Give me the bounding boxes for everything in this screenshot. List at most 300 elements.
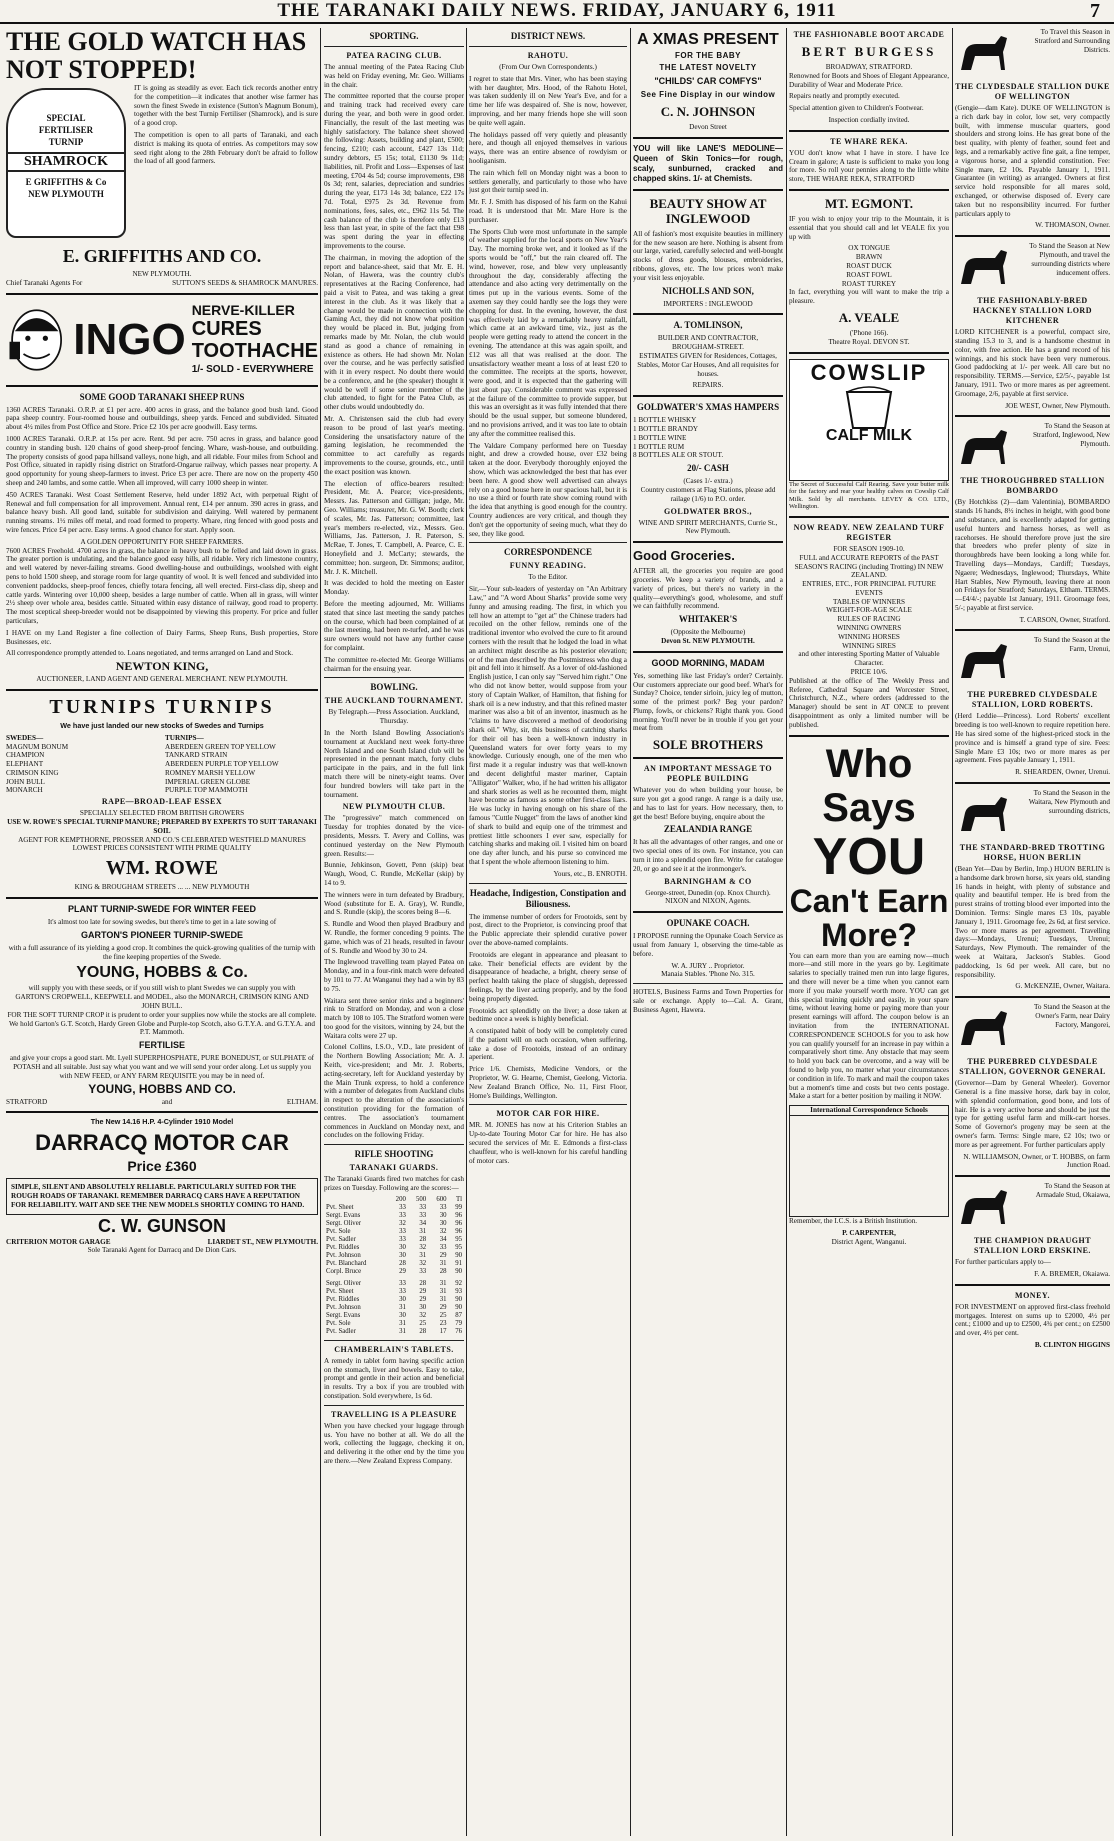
ingo-word: INGO <box>73 314 186 364</box>
darracq-model: The New 14.16 H.P. 4-Cylinder 1910 Model <box>90 1117 234 1127</box>
newton-king: NEWTON KING, <box>115 659 209 674</box>
divider <box>6 897 318 899</box>
cowslip-word: COWSLIP <box>810 359 928 385</box>
score-value: 28 <box>399 1259 406 1267</box>
column-5 <box>789 28 949 1836</box>
egmont-item: OX TONGUE <box>848 244 890 253</box>
who-says-heading: Who Says <box>822 741 916 830</box>
score-value: 33 <box>439 1203 447 1211</box>
swedes-heading: SWEDES— <box>6 733 44 742</box>
score-name: Sergt. Evans <box>326 1211 361 1219</box>
griffiths-left: Chief Taranaki Agents For <box>6 278 83 287</box>
score-name: Sergt. Evans <box>326 1311 361 1319</box>
divider <box>955 629 1110 631</box>
young-hobbs-text: We hold Garton's G.T. Scotch, Hardy Green Globe and Purple-top Scotch, also G.T.Y.A. and G.T.Y.A. and P.T. Mammoth. <box>8 1019 316 1037</box>
hamper-item: 1 BOTTLE RUM <box>633 442 685 451</box>
horse-illustration <box>955 244 1015 292</box>
ics-british: Remember, the I.C.S. is a British Institution. <box>789 1217 918 1226</box>
sheep-runs-heading: SOME GOOD TARANAKI SHEEP RUNS <box>79 391 245 402</box>
score-value: 30 <box>399 1311 406 1319</box>
hamper-price: 20/- CASH <box>687 463 729 474</box>
score-value: 31 <box>419 1251 427 1259</box>
turnips-sub: We have just landed our new stocks of Swedes and Turnips <box>60 720 264 730</box>
goldwater-name: GOLDWATER BROS., <box>663 506 753 516</box>
beauty-text: All of fashion's most exquisite beauties in millinery for the new season are here. Nothing is absent from our large, varied, carefully selected and well-bought stocks of dress goods, blouses, embroideries, ribbons, gloves, etc. The low prices won't make your visit less enjoyable. <box>633 229 783 282</box>
young-hobbs-name: YOUNG, HOBBS & Co. <box>76 964 248 982</box>
score-value: 28 <box>419 1327 427 1335</box>
patea-para: Mr. A. Christensen said the club had every reason to be proud of last year's meeting. Considering the unsatisfactory nature of the gaming legislation, he recommended the committee to act carefully as regards improvements to the course, grounds, etc., until the exact position was known. <box>324 415 464 476</box>
horse-illustration <box>955 791 1015 839</box>
divider <box>955 1175 1110 1177</box>
headache-para: Frootoids act splendidly on the liver; a dose taken at bedtime once a week is highly beneficial. <box>469 1006 627 1024</box>
headache-para: Price 1/6. Chemists, Medicine Vendors, or the Proprietor, W. G. Hearne, Chemist, Geelong, Victoria. New Zealand Branch Office, No. 11, First Floor, Home's Buildings, Wellington. <box>469 1065 627 1100</box>
tomlinson-text: ESTIMATES GIVEN for Residences, Cottages, Stables, Motor Car Houses, And all requisites for houses. <box>637 351 779 378</box>
barningham-agents: NIXON and NIXON, Agents. <box>665 897 751 906</box>
gunson-agent: Sole Taranaki Agent for Darracq and De Dion Cars. <box>87 1246 237 1255</box>
stallion-heading: THE FASHIONABLY-BRED HACKNEY STALLION LORD KITCHENER <box>973 296 1092 326</box>
gunson-address: LIARDET ST., NEW PLYMOUTH. <box>207 1237 318 1246</box>
score-value: 76 <box>455 1327 462 1335</box>
divider <box>789 516 949 518</box>
veale-phone: ('Phone 166). <box>849 328 889 337</box>
rowe-line: USE W. ROWE'S SPECIAL TURNIP MANURE; PREPARED BY EXPERTS TO SUIT TARANAKI SOIL <box>7 818 317 835</box>
sheep-run-item: 7600 ACRES Freehold. 4700 acres in grass, the balance in heavy bush to be felled and laid down in grass. The greater portion is undulating, and the balance good easy hills, all ridable. Very rich limestone country, and well watered by never-failing streams. Good dwelling-house and outbuildings, woolshed with eight pens to hold 1500 sheep, and storage room for large quantity of wool. It is well fenced and subdivided into convenient paddocks, sheep-proof fences, chiefly totara fencing, all well erected. First-class dip, sheep and cattle yards. Wintering over 10,000 sheep, besides a large number of cattle. When all in grass, will winter 2½ sheep over whole area, besides cattle. Situated within easy distance of railway, good road to property. The most sceptical sheep-breeder would not be disappointed by viewing this property. For price and fuller particulars, <box>6 546 318 625</box>
bert-text: Renowned for Boots and Shoes of Elegant Appearance, Durability of Wear and Moderate Price. <box>789 71 949 89</box>
turnip-item: ABERDEEN PURPLE TOP YELLOW <box>165 760 279 769</box>
column-6 <box>955 28 1110 1836</box>
egmont-item: ROAST FOWL <box>846 270 892 279</box>
score-value: 28 <box>419 1235 427 1243</box>
score-value: 96 <box>455 1219 462 1227</box>
rowe-line: SPECIALLY SELECTED FROM BRITISH GROWERS <box>79 809 245 818</box>
chamberlain-text: A remedy in tablet form having specific action on the stomach, liver and bowels. Easy to take, prompt and gentle in their action and beneficial in results. Try a box if you are troubled with constipation. Sold everywhere, 1s 6d. <box>324 1356 464 1401</box>
ics-coupon[interactable] <box>789 1105 949 1217</box>
patea-para: The chairman, in moving the adoption of the report and balance-sheet, said that Mr. E. H. Nolan, of Hawera, was the country club's representatives at the Racing Conference, had paid a visit to Patea, and was taking a great interest in the club. As it was likely that a change would be made in connection with the Gaming Act, they did not know what position they would be placed in. But, judging from remarks made by Mr. Nolan, the club would stand as good a chance of remaining in existence as others. He had shown Mr. Nolan over the course, and he was perfectly satisfied with it in every respect. No doubt there would be a conference, and he (the speaker) thought it would be well if some senior member of the club attended, to fight for the Patea Club, as other clubs would undoubtedly do. <box>324 253 464 412</box>
xmas-line: THE LATEST NOVELTY <box>659 63 757 72</box>
darracq-name: DARRACQ MOTOR CAR <box>35 1130 289 1156</box>
stallion-text: (By Hotchkiss (2)—dam Valentinia), BOMBARDO stands 16 hands, 8½ inches in height, with good bone and substance, and is excellently adapted for getting useful hunters and harness horses, as well as racehorses. He should therefore prove just the sire that breeders who prefer plenty of size in thoroughbreds have been looking a long while for. Travelling days—Mondays, Cardiff; Tuesdays, Ngaere; Wednesdays, Inglewood; Thursdays, White Hart Stables, New Plymouth, leaving there at noon on Fridays for Stratford; Saturdays, Eltham. TERMS.—£4/4/-; payable 1st January, 1911. Groomage fees, 5/-; payable at first service. <box>955 498 1110 612</box>
score-value: 23 <box>439 1319 447 1327</box>
stallion-intro: To Stand the Season at Stratford, Inglewood, New Plymouth. <box>1032 422 1110 448</box>
turf-item: RULES OF RACING <box>837 615 901 624</box>
milk-pail-icon <box>839 386 899 430</box>
sheep-run-item: All correspondence promptly attended to. Loans negotiated, and terms arranged on Land and Stock. <box>6 649 294 658</box>
funny-heading: FUNNY READING. <box>509 561 587 571</box>
cn-johnson-address: Devon Street <box>689 123 727 131</box>
turnips-heading: TURNIPS TURNIPS <box>49 695 275 718</box>
score-name: Pvt. Sheet <box>326 1203 354 1211</box>
headache-para: A constipated habit of body will be completely cured if the patient will on each occasion, when suffering, take a dose of Frootoids, instead of an ordinary aperient. <box>469 1027 627 1062</box>
rowe-line: LOWEST PRICES CONSISTENT WITH PRIME QUALITY <box>72 844 252 853</box>
gold-watch-text: The competition is open to all parts of Taranaki, and each district is making its quota of entries. As competitors may sow seed right along to the 28th February don't be afraid to follow the load of all good farmers. <box>134 130 318 166</box>
plant-text: It's almost too late for sowing swedes, but there's time to get in a late sowing of <box>47 918 277 927</box>
auckland-para: By Telegraph.—Press Association. Auckland, Thursday. <box>328 708 460 726</box>
ingo-line: CURES <box>191 317 262 340</box>
divider <box>633 911 783 913</box>
patea-para: Before the meeting adjourned, Mr. Williams stated that since last meeting the sandy patches on the course, which had been complained of at the last meeting, had been re-turfed, and he was sure owners would not have any further cause for complaint. <box>324 600 464 652</box>
griffiths-sub: NEW PLYMOUTH. <box>132 270 192 278</box>
score-row <box>324 1236 464 1244</box>
sack-line: E GRIFFITHS & Co <box>25 177 107 187</box>
score-value: 29 <box>419 1287 427 1295</box>
turf-item: WINNING HORSES <box>838 632 900 641</box>
ingo-advert <box>6 300 318 380</box>
goldwater-heading: GOLDWATER'S XMAS HAMPERS <box>636 402 780 413</box>
cowslip-text: The Secret of Successful Calf Rearing. Save your butter milk for the factory and rear your healthy calves on Cowslip Calf Milk. Sold by all merchants. LEVEY & CO. LTD., Wellington. <box>789 480 949 511</box>
stallion-intro: To Stand the Season at the Farm, Urenui, <box>1034 636 1110 654</box>
score-row <box>324 1288 464 1296</box>
rowe-name: WM. ROWE <box>105 857 219 880</box>
swede-item: CHAMPION <box>6 751 45 760</box>
sheep-run-item: I HAVE on my Land Register a fine collection of Dairy Farms, Sheep Runs, Bush properties, Store Businesses, etc. <box>6 628 318 646</box>
score-value: 30 <box>419 1303 427 1311</box>
headache-para: Frootoids are elegant in appearance and pleasant to take. Their beneficial effects are evident by the disappearance of headache, a bright, cheery sense of perfect health taking the place of sluggish, depressed feelings, by the liver acting properly, and by the food being properly digested. <box>469 950 627 1003</box>
score-name: Pvt. Riddles <box>326 1243 360 1251</box>
auckland-para: In the North Island Bowling Association's tournament at Auckland next week forty-three North Island and one South Island club will be represented in the pennant match, forty clubs participate in the pairs, and in the full link match there will be ninety-eight teams. Over four hundred bowlers will take part in the tournament. <box>324 728 464 799</box>
gold-watch-text: IT is going as steadily as ever. Each tick records another entry for the competition—it indicates that another wise farmer has sown the finest Swede in existence (Sutton's Magnum Bonum), together with the best Turnip Fertiliser (Shamrock), and is sure of a good crop. <box>134 84 318 128</box>
stallion-intro: To Stand the Season at New Plymouth, and travel the surrounding districts where inducement offers. <box>1029 242 1110 277</box>
hamper-item: 1 BOTTLE WHISKY <box>633 416 697 425</box>
tomlinson-street: BROUGHAM-STREET. <box>672 343 744 352</box>
stallion-heading: THE STANDARD-BRED TROTTING HORSE, HUON BERLIN <box>959 843 1106 863</box>
np-club-para: The winners were in turn defeated by Bradbury, Wood (substitute for E. A. Gray), W. Rundle, and S. Rundle (skip), the scores being 8—6. <box>324 890 464 917</box>
shamrock-sack-illustration <box>6 88 126 238</box>
score-value: 31 <box>439 1259 447 1267</box>
column-rule <box>320 28 321 1836</box>
ingo-line: NERVE-KILLER <box>191 301 295 318</box>
turnips-list-heading: TURNIPS— <box>165 733 204 742</box>
score-name: Pvt. Sadler <box>326 1235 356 1243</box>
stallion-advert <box>955 636 1110 777</box>
score-row <box>324 1260 464 1268</box>
stallion-heading: THE PUREBRED CLYDESDALE STALLION, LORD ROBERTS. <box>967 690 1098 710</box>
location: ELTHAM. <box>286 1097 318 1106</box>
score-value: 31 <box>399 1303 406 1311</box>
score-value: 30 <box>399 1251 406 1259</box>
whitaker-address: (Opposite the Melbourne) <box>670 628 746 637</box>
turnip-item: TANKARD STRAIN <box>165 751 228 760</box>
score-row <box>324 1244 464 1252</box>
chamberlain-heading: CHAMBERLAIN'S TABLETS. <box>334 1344 454 1354</box>
stallion-advert <box>955 1182 1110 1279</box>
stallion-advert <box>955 789 1110 991</box>
barningham-address: George-street, Dunedin (op. Knox Church). <box>645 888 771 897</box>
griffiths-right: SUTTON'S SEEDS & SHAMROCK MANURES. <box>172 278 318 287</box>
rahotu-para: The holidays passed off very quietly and pleasantly here, and though all enjoyed themselves in various ways, there was an entire absence of rowdyism or hooliganism. <box>469 130 627 165</box>
location: STRATFORD <box>6 1097 48 1106</box>
np-club-heading: NEW PLYMOUTH CLUB. <box>342 802 446 812</box>
divider <box>324 46 464 47</box>
arcade-heading: THE FASHIONABLE BOOT ARCADE <box>793 30 945 39</box>
column-rule <box>466 28 467 1836</box>
divider <box>633 541 783 543</box>
cowslip-advert <box>789 359 949 481</box>
score-value: 31 <box>439 1279 447 1287</box>
auckland-heading: THE AUCKLAND TOURNAMENT. <box>324 696 464 706</box>
sack-line: SHAMROCK <box>8 152 124 172</box>
xmas-line: FOR THE BABY <box>675 51 741 60</box>
stallion-owner: JOE WEST, Owner, New Plymouth. <box>1005 401 1110 410</box>
rahotu-para: The rain which fell on Monday night was a boon to settlers generally, and particularly to those who have just got their turnip seed in. <box>469 168 627 195</box>
turf-text: Published at the office of The Weekly Press and Referee, Cathedral Square and Worcester Street, Christchurch, N.Z., where orders (addressed to the Manager) should be sent in AT ONCE to prevent disappointment as only a limited number will be published. <box>789 676 949 729</box>
score-name: Pvt. Sadler <box>326 1327 356 1335</box>
score-value: 33 <box>399 1287 406 1295</box>
important-heading: AN IMPORTANT MESSAGE TO PEOPLE BUILDING <box>643 764 773 784</box>
sack-line: NEW PLYMOUTH <box>28 189 104 199</box>
rifle-heading: RIFLE SHOOTING <box>354 1149 434 1160</box>
garton-text: with a full assurance of its yielding a good crop. It combines the quick-growing qualities of the turnip with the fine keeping properties of the Swede. <box>8 943 316 961</box>
score-name: Pvt. Riddles <box>326 1295 360 1303</box>
bert-burgess: BERT BURGESS <box>801 44 937 59</box>
groceries-text: AFTER all, the groceries you require are good groceries. We keep a variety of brands, and a variety of prices, but there's no variety in the quality—everything's good, wholesome, and stuff we can faithfully recommend. <box>633 567 783 611</box>
score-name: Pvt. Sheet <box>326 1287 354 1295</box>
masthead <box>0 0 1114 24</box>
stallion-heading: THE PUREBRED CLYDESDALE STALLION, GOVERNOR GENERAL <box>959 1057 1106 1077</box>
stallion-advert <box>955 422 1110 624</box>
score-value: 96 <box>455 1227 462 1235</box>
money-owner: B. CLINTON HIGGINS <box>1034 1340 1110 1349</box>
np-club-para: The "progressive" match commenced on Tuesday for trophies donated by the vice-presidents, Messrs. T. Avery and Collins, was continued yesterday on the New Plymouth green. Results:— <box>324 814 464 858</box>
score-value: 32 <box>439 1227 447 1235</box>
column-rule <box>786 28 787 1836</box>
stallion-owner: W. THOMASON, Owner. <box>1035 221 1110 230</box>
sack-line: TURNIP <box>48 137 84 147</box>
turf-item: WINNING SIRES <box>842 641 896 650</box>
np-club-para: The Inglewood travelling team played Patea on Monday, and in a four-rink match were defeated by 101 to 77. At Wanganui they had a win by 83 to 75. <box>324 958 464 993</box>
travelling-text: When you have checked your luggage through us. You have no bother at all. We do all the work, collecting the luggage, checking it on, and delivering it the other end by the time you are there.—New Zealand Express Company. <box>324 1421 464 1466</box>
score-value: 29 <box>419 1295 427 1303</box>
veale-name: A. VEALE <box>838 309 900 325</box>
score-value: 90 <box>455 1295 462 1303</box>
zealandia-heading: ZEALANDIA RANGE <box>663 824 753 835</box>
whare-heading: TE WHARE REKA. <box>830 136 908 146</box>
score-value: 93 <box>455 1287 462 1295</box>
turf-item: PRICE 10/6. <box>850 668 888 677</box>
fertilise-heading: FERTILISE <box>138 1040 185 1051</box>
score-value: 31 <box>399 1327 406 1335</box>
divider <box>324 1340 464 1341</box>
who-says-you: YOU <box>812 827 926 886</box>
score-value: 17 <box>439 1327 447 1335</box>
carpenter-agent: District Agent, Wanganui. <box>831 1237 907 1246</box>
hotels-text: HOTELS, Business Farms and Town Properties for sale or exchange. Apply to—Cal. A. Grant, Business Agent, Hawera. <box>633 988 783 1014</box>
stallion-owner: R. SHEARDEN, Owner, Urenui. <box>1015 768 1110 777</box>
location-and: and <box>161 1097 173 1106</box>
whitaker-name: WHITAKER'S <box>678 614 738 625</box>
tomlinson-name: A. TOMLINSON, <box>673 320 743 331</box>
patea-heading: PATEA RACING CLUB. <box>346 51 442 60</box>
hamper-item: 1 BOTTLE WINE <box>633 433 687 442</box>
xmas-line: See Fine Display in our window <box>640 90 776 99</box>
hamper-item: 1 BOTTLE BRANDY <box>633 424 699 433</box>
divider <box>6 689 318 691</box>
score-name: Corpl. Bruce <box>326 1267 362 1275</box>
hamper-text: Country customers at Flag Stations, please add railage (1/6) to P.O. order. <box>640 485 776 503</box>
score-value: 33 <box>399 1211 406 1219</box>
divider <box>633 651 783 653</box>
horse-illustration <box>955 1005 1015 1053</box>
divider <box>633 757 783 759</box>
turf-heading: NOW READY. NEW ZEALAND TURF REGISTER <box>793 522 945 542</box>
groceries-heading: Good Groceries. <box>633 548 735 564</box>
divider <box>633 189 783 191</box>
rape-line: RAPE—BROAD-LEAF ESSEX <box>101 797 223 807</box>
stallion-advert <box>955 1003 1110 1170</box>
score-value: 95 <box>455 1243 462 1251</box>
score-name: Pvt. Blanchard <box>326 1259 367 1267</box>
patea-para: The annual meeting of the Patea Racing Club was held on Friday evening, Mr. Geo. Williams in the chair. <box>324 63 464 89</box>
score-row <box>324 1320 464 1328</box>
rahotu-para: The Sports Club were most unfortunate in the sample of weather supplied for the local sports on New Year's Day. The morning broke wet, and it looked as if the sports would be "off," but the rain cleared off. The wind, however, rose, and blew very unpleasantly throughout the day, considerably affecting the attendance and also acting very detrimentally on the times put up in the various events. Some of the axemen say they could hardly see the logs they were chopping for dust. In the evening, however, the dust was effectively laid by a remarkably heavy rainfall, which came at an awkward time, viz., just as the people were getting ready to attend the concert in the evening. The attendance at this was again spoilt, and £12 was all that was realised at the door. The unsatisfactory weather meant a loss of at least £20 to the committee. The receipts at the sports, however, were good, and it is expected that the gathering will just about pay. Considerable comment was expressed at the failure of the committee to provide supper, but this was an oversight as it was fully intended that there should be the usual supper, but someone blundered, and no provisions arrived, and it was too late to obtain any after the committee realised this. <box>469 227 627 438</box>
score-value: 33 <box>399 1203 406 1211</box>
score-value: 29 <box>439 1303 447 1311</box>
score-value: 90 <box>455 1251 462 1259</box>
bowling-heading: BOWLING. <box>370 682 418 693</box>
egmont-item: ROAST TURKEY <box>841 279 897 288</box>
coach-text: I PROPOSE running the Opunake Coach Service as usual from January 1, observing the time-table as before. <box>633 932 783 958</box>
score-value: 33 <box>419 1211 427 1219</box>
score-value: 31 <box>439 1287 447 1295</box>
rahotu-para: I regret to state that Mrs. Viner, who has been staying with her daughter, Mrs. Hood, of the Rahotu Hotel, was taken suddenly ill on New Year's Eve, and for a time her life was despaired of. She is now, however, improving, and her many friends hope she will soon be quite well again. <box>469 74 627 127</box>
score-value: 92 <box>455 1279 462 1287</box>
nicholls-name: NICHOLLS AND SON, <box>662 285 754 296</box>
np-club-para: Colonel Collins, I.S.O., V.D., late president of the Northern Bowling Association; Mr. A. J. Keith, vice-president; and Mr. J. Roberts, acting-secretary, left for Auckland yesterday by the Main Trunk express, to hold a conference with a number of delegates from Auckland clubs in respect to the alteration of the association's constitution providing for the formation of centres. The association's tournament commences in Auckland on Monday next, and concludes on the following Friday. <box>324 1043 464 1140</box>
bert-address: BROADWAY, STRATFORD. <box>825 63 913 71</box>
face-illustration <box>6 300 67 380</box>
stallion-advert <box>955 242 1110 410</box>
divider <box>789 189 949 191</box>
motor-hire-heading: MOTOR CAR FOR HIRE. <box>496 1109 600 1119</box>
column-rule <box>630 28 631 1836</box>
score-value: 33 <box>419 1267 427 1275</box>
patea-para: It was decided to hold the meeting on Easter Monday. <box>324 579 464 597</box>
young-hobbs-text: FOR THE SOFT TURNIP CROP it is prudent to order your supplies now while the stocks are all complete. <box>7 1010 317 1019</box>
column-4 <box>633 28 783 1836</box>
turf-item: FULL and ACCURATE REPORTS of the PAST SEASON'S RACING (including Trotting) IN NEW ZEALAND. <box>794 553 944 580</box>
score-value: 25 <box>419 1319 427 1327</box>
score-value: 96 <box>455 1211 462 1219</box>
table-header-row: 200 500 600 Tl <box>395 1195 462 1203</box>
correspondence-heading: CORRESPONDENCE <box>503 547 592 558</box>
divider <box>789 130 949 132</box>
divider <box>955 235 1110 237</box>
score-value: 87 <box>455 1311 462 1319</box>
score-name: Pvt. Sole <box>326 1319 351 1327</box>
gunson-garage: CRITERION MOTOR GARAGE <box>6 1237 111 1246</box>
divider <box>789 352 949 354</box>
zealandia-text: It has all the advantages of other ranges, and one or two special ones of its own. For instance, you can turn it into a splendid open fire. Write for catalogue 20, or go and see it at the ironmonger's. <box>633 838 783 873</box>
score-row <box>324 1280 464 1288</box>
divider <box>633 983 783 984</box>
stallion-text: (Governor—Dam by General Wheeler). Governor General is a fine massive horse, dark bay in color, with splendid conformation, good bone, and lots of hair. He is a very active horse and should be just the type for getting useful farm and milk-cart horses. Some of Governor's progeny may be seen at the owner's farm. Terms: Single mare, £2 10s; two or more as per agreement. For further particulars apply <box>955 1079 1110 1149</box>
veale-address: Theatre Royal. DEVON ST. <box>828 337 910 346</box>
score-value: 32 <box>399 1219 406 1227</box>
np-club-para: S. Rundle and Wood then played Bradbury and W. Rundle, the former conceding 9 points. The game, which was of 21 heads, resulted in favour of S. Rundle and Wood by 30 to 24. <box>324 920 464 955</box>
divider <box>324 677 464 678</box>
divider <box>633 313 783 315</box>
divider <box>324 1144 464 1145</box>
coach-proprietor: W. A. JURY .. Proprietor. <box>671 961 745 970</box>
score-value: 32 <box>419 1259 427 1267</box>
funny-para: Yours, etc., B. ENROTH. <box>553 869 627 878</box>
ingo-line: 1/- SOLD - EVERYWHERE <box>191 363 314 375</box>
darracq-price: Price £360 <box>127 1158 197 1175</box>
sheep-run-item: 1000 ACRES Taranaki. O.R.P. at 15s per acre. Rent. 9d per acre. 750 acres in grass, and balance good country in standing bush. 120 chains of good sheep-proof fencing. Whare, wash-house, and outbuilding. The property consists of good papa hillsand valleys, none high, and all ridable. Four miles from School and Post Office, situated in rapidly rising district on Stratford-Ongarue railway, which passes near property. A good opportunity for young sheep-farmers to invest. Price £3 per acre. There are now on the property 450 sheep and 240 lambs, and some cattle. When all improved, will carry 1000 sheep in winter. <box>6 434 318 487</box>
stallion-owner: F. A. BREMER, Okaiawa. <box>1034 1269 1110 1278</box>
cn-johnson: C. N. JOHNSON <box>660 104 756 119</box>
district-news-heading: DISTRICT NEWS. <box>510 31 586 41</box>
score-name: Pvt. Johnson <box>326 1251 361 1259</box>
ingo-line: TOOTHACHE <box>191 339 318 362</box>
bert-text: Special attention given to Children's Footwear. <box>789 104 924 113</box>
turnip-item: PURPLE TOP MAMMOTH <box>165 786 248 795</box>
hamper-case: (Cases 1/- extra.) <box>683 477 733 486</box>
score-row <box>324 1212 464 1220</box>
score-value: 99 <box>455 1203 462 1211</box>
who-says-earn: Can't Earn More? <box>789 882 949 953</box>
tomlinson-trade: BUILDER AND CONTRACTOR, <box>657 334 759 343</box>
column-2 <box>324 28 464 1836</box>
rahotu-para: The Valdare Company performed here on Tuesday night, and drew a crowded house, over £32 being taken at the door. Everybody thoroughly enjoyed the show, which was acknowledged the best that has ever been here. A good show well advertised can always rely on a good house here in our spacious hall, but it is no use a third or fourth rate show coming round with the idea that anything is good enough for the country. Country audiences are very critical, and though they don't get the opportunity of seeing much, what they do see, they like good. <box>469 441 627 538</box>
young-hobbs-name-2: YOUNG, HOBBS AND CO. <box>88 1081 236 1096</box>
turnip-item: ROMNEY MARSH YELLOW <box>165 768 256 777</box>
divider <box>789 735 949 737</box>
gold-watch-headline: THE GOLD WATCH HAS NOT STOPPED! <box>6 28 307 84</box>
whare-text: YOU don't know what I have in store. I have Ice Cream in galore; A taste is sufficient to make you long for more. So roll your pennies along to the little white store, THE WHARE REKA, STRATFORD <box>789 148 949 184</box>
stallion-heading: THE THOROUGHBRED STALLION BOMBARDO <box>960 476 1105 496</box>
stallion-text: (Herd Leddie—Princess). Lord Roberts' excellent breeding is too well-known to require repetition here. He has sired some of the highest-priced stock in the province and is himself a grand type of sire. Fees: Single Mare £3 10s; two or more mares as per agreement. Fees payable January 1, 1911. <box>955 712 1110 765</box>
coach-heading: OPUNAKE COACH. <box>666 918 750 929</box>
divider <box>955 996 1110 998</box>
stallion-intro: To Stand the Season at the Owner's Farm, near Dairy Factory, Mangorei, <box>1034 1003 1110 1029</box>
horse-illustration <box>955 30 1015 78</box>
rowe-address: KING & BROUGHAM STREETS ... ... NEW PLYMOUTH <box>74 883 250 892</box>
garton-heading: GARTON'S PIONEER TURNIP-SWEDE <box>81 929 243 940</box>
score-value: 28 <box>439 1267 447 1275</box>
divider <box>469 542 627 543</box>
score-value: 29 <box>439 1251 447 1259</box>
score-row <box>324 1268 464 1276</box>
griffiths-name: E. GRIFFITHS AND CO. <box>62 246 262 266</box>
divider <box>469 1104 627 1105</box>
rowe-line: AGENT FOR KEMPTHORNE, PROSSER AND CO.'S CELEBRATED WESTFIELD MANURES <box>18 835 306 844</box>
sack-line: SPECIAL <box>46 113 86 123</box>
bert-text: Inspection cordially invited. <box>828 115 910 124</box>
divider <box>633 395 783 397</box>
score-value: 29 <box>399 1267 406 1275</box>
swede-item: MAGNUM BONUM <box>6 742 69 751</box>
score-value: 28 <box>419 1279 427 1287</box>
stallion-heading: THE CLYDESDALE STALLION DUKE OF WELLINGTON <box>955 82 1110 101</box>
hamper-item: 8 BOTTLES ALE OR STOUT. <box>633 451 724 460</box>
score-row <box>324 1328 464 1336</box>
divider <box>955 415 1110 417</box>
score-row <box>324 1220 464 1228</box>
sheep-run-item: A GOLDEN OPPORTUNITY FOR SHEEP FARMERS. <box>80 537 244 546</box>
score-row <box>324 1204 464 1212</box>
score-row <box>324 1296 464 1304</box>
egmont-item: BRAWN <box>855 253 883 262</box>
score-value: 32 <box>419 1311 427 1319</box>
score-value: 30 <box>399 1243 406 1251</box>
score-value: 34 <box>439 1235 447 1243</box>
swede-item: JOHN BULL <box>6 777 45 786</box>
swede-item: ELEPHANT <box>6 760 44 769</box>
turf-item: and other interesting Sporting Matter of Valuable Character. <box>798 650 940 668</box>
horse-illustration <box>955 1184 1015 1232</box>
divider <box>324 1405 464 1406</box>
column-1 <box>6 28 318 1836</box>
